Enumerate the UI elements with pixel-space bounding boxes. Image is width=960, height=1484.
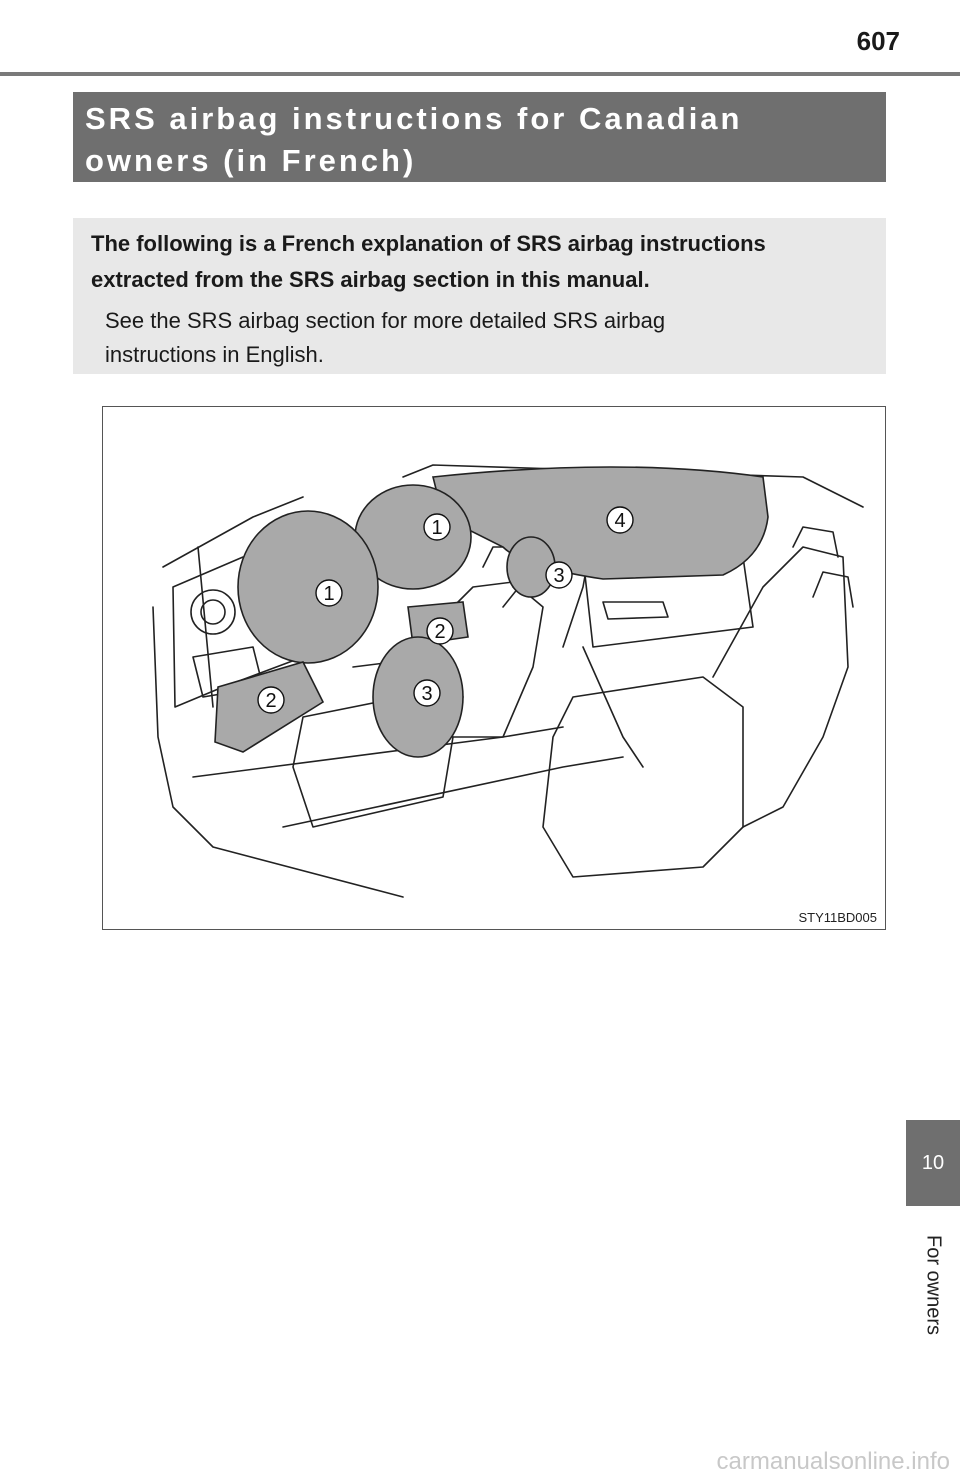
intro-bold-line-2: extracted from the SRS airbag section in this manual. [91,267,650,292]
intro-normal-line-1: See the SRS airbag section for more detailed SRS airbag [105,308,666,333]
car-interior-illustration [103,407,887,931]
passenger-side-airbag [507,537,555,597]
intro-detail-text [105,304,868,372]
svg-text:4: 4 [614,510,626,532]
section-title-line-1: SRS airbag instructions for Canadian [85,101,743,136]
curtain-airbag [433,467,768,579]
top-rule [0,72,960,76]
figure-code: STY11BD005 [798,910,877,925]
callout-2-driver [258,687,284,713]
airbag-locations-figure [102,406,886,930]
svg-text:3: 3 [553,565,565,587]
section-title [73,92,886,182]
svg-text:1: 1 [323,583,335,605]
svg-text:2: 2 [434,621,446,643]
driver-front-airbag [238,511,378,663]
callout-3-driver [414,680,440,706]
intro-bold-line-1: The following is a French explanation of SRS airbag instructions [91,231,766,256]
callout-2-passenger [427,618,453,644]
svg-text:2: 2 [265,690,277,712]
callout-3-passenger [546,562,572,588]
chapter-tab-label [906,1215,960,1355]
section-title-line-2: owners (in French) [85,143,417,178]
svg-text:1: 1 [431,517,443,539]
callout-4-curtain [607,507,633,533]
intro-box [73,218,886,374]
chapter-tab-label-text: For owners [922,1234,945,1336]
intro-normal-line-2: instructions in English. [105,342,324,367]
page-number: 607 [856,26,900,56]
callout-1-passenger [424,514,450,540]
watermark: carmanualsonline.info [716,1448,950,1475]
svg-text:3: 3 [421,683,433,705]
chapter-tab-number: 10 [906,1120,960,1206]
callout-1-driver [316,580,342,606]
